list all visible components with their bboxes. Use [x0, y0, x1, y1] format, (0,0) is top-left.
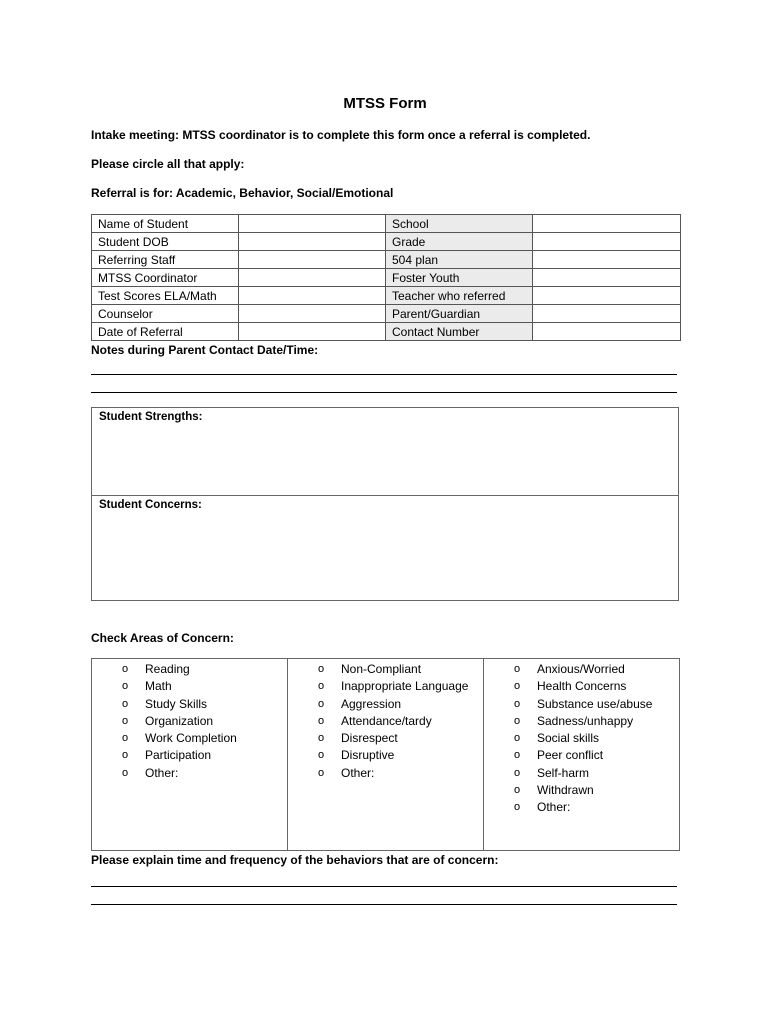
circle-bullet-icon: o	[514, 680, 521, 693]
concern-option[interactable]	[288, 730, 483, 747]
concern-option-label: Social skills	[537, 731, 600, 746]
concern-option[interactable]	[288, 765, 483, 782]
circle-instruction: Please circle all that apply:	[91, 157, 245, 171]
info-label-right: Grade	[386, 233, 533, 251]
concern-option-label: Other:	[537, 800, 571, 815]
social-column	[484, 659, 679, 850]
circle-bullet-icon: o	[514, 784, 521, 797]
concern-option[interactable]	[288, 713, 483, 730]
info-label-left: Counselor	[92, 305, 239, 323]
circle-bullet-icon: o	[514, 663, 521, 675]
concern-option[interactable]	[484, 713, 679, 730]
circle-bullet-icon: o	[122, 697, 129, 710]
concern-option-label: Attendance/tardy	[341, 713, 432, 728]
concern-option-label: Other:	[341, 765, 375, 780]
info-label-left: Date of Referral	[92, 323, 239, 341]
concerns-box[interactable]	[91, 495, 679, 601]
concern-option-label: Peer conflict	[537, 748, 604, 763]
info-label-left: Test Scores ELA/Math	[92, 287, 239, 305]
explain-label: Please explain time and frequency of the behaviors that are of concern:	[91, 853, 499, 867]
circle-bullet-icon: o	[122, 680, 129, 693]
concern-option-label: Participation	[145, 748, 212, 763]
concern-option[interactable]	[92, 713, 287, 730]
info-label-right: School	[386, 215, 533, 233]
info-label-right: Teacher who referred	[386, 287, 533, 305]
explain-line-1[interactable]	[91, 886, 677, 887]
circle-bullet-icon: o	[514, 732, 521, 745]
info-value-right[interactable]	[533, 233, 681, 251]
academic-column	[92, 659, 288, 850]
info-value-left[interactable]	[239, 269, 386, 287]
circle-bullet-icon: o	[122, 714, 129, 727]
concern-option-label: Disrespect	[341, 731, 398, 746]
concern-option[interactable]	[92, 678, 287, 695]
circle-bullet-icon: o	[122, 732, 129, 745]
info-label-left: MTSS Coordinator	[92, 269, 239, 287]
circle-bullet-icon: o	[318, 680, 325, 693]
notes-label: Notes during Parent Contact Date/Time:	[91, 343, 319, 357]
circle-bullet-icon: o	[318, 663, 325, 675]
concern-option-label: Health Concerns	[537, 679, 627, 694]
concern-option[interactable]	[484, 696, 679, 713]
check-areas-label: Check Areas of Concern:	[91, 631, 234, 645]
info-row	[92, 233, 681, 251]
concern-option-label: Aggression	[341, 696, 402, 711]
form-title: MTSS Form	[343, 95, 427, 112]
concern-option[interactable]	[484, 799, 679, 816]
info-value-right[interactable]	[533, 215, 681, 233]
concern-option[interactable]	[92, 696, 287, 713]
concern-option[interactable]	[288, 661, 483, 678]
info-value-right[interactable]	[533, 269, 681, 287]
circle-bullet-icon: o	[514, 714, 521, 727]
circle-bullet-icon: o	[514, 749, 521, 762]
referral-type: Referral is for: Academic, Behavior, Social/Emotional	[91, 186, 394, 200]
intake-instruction: Intake meeting: MTSS coordinator is to complete this form once a referral is completed.	[91, 128, 591, 142]
info-label-right: Parent/Guardian	[386, 305, 533, 323]
concern-option-label: Inappropriate Language	[341, 679, 469, 694]
info-value-left[interactable]	[239, 215, 386, 233]
concern-option[interactable]	[92, 661, 287, 678]
concerns-label: Student Concerns:	[99, 499, 202, 511]
info-value-right[interactable]	[533, 251, 681, 269]
behavior-column	[288, 659, 484, 850]
concern-option[interactable]	[484, 747, 679, 764]
info-label-left: Referring Staff	[92, 251, 239, 269]
info-label-right: 504 plan	[386, 251, 533, 269]
concern-option-label: Organization	[145, 713, 214, 728]
info-label-right: Contact Number	[386, 323, 533, 341]
strengths-box[interactable]	[91, 407, 679, 496]
info-value-right[interactable]	[533, 287, 681, 305]
info-row	[92, 269, 681, 287]
concern-option-label: Other:	[145, 765, 179, 780]
circle-bullet-icon: o	[122, 663, 129, 675]
concern-option[interactable]	[92, 730, 287, 747]
notes-line-1[interactable]	[91, 374, 677, 375]
concern-option[interactable]	[484, 678, 679, 695]
concern-option-label: Disruptive	[341, 748, 395, 763]
strengths-label: Student Strengths:	[99, 411, 203, 423]
circle-bullet-icon: o	[318, 749, 325, 762]
circle-bullet-icon: o	[318, 766, 325, 779]
circle-bullet-icon: o	[514, 697, 521, 710]
info-label-left: Student DOB	[92, 233, 239, 251]
info-value-left[interactable]	[239, 305, 386, 323]
info-value-right[interactable]	[533, 323, 681, 341]
info-value-left[interactable]	[239, 287, 386, 305]
concern-areas-table	[91, 658, 680, 851]
info-row	[92, 287, 681, 305]
circle-bullet-icon: o	[318, 697, 325, 710]
info-value-left[interactable]	[239, 233, 386, 251]
concern-option-label: Work Completion	[145, 731, 237, 746]
concern-option-label: Sadness/unhappy	[537, 713, 634, 728]
concern-option[interactable]	[288, 696, 483, 713]
info-row	[92, 305, 681, 323]
circle-bullet-icon: o	[318, 732, 325, 745]
info-value-left[interactable]	[239, 323, 386, 341]
circle-bullet-icon: o	[318, 714, 325, 727]
info-label-right: Foster Youth	[386, 269, 533, 287]
concern-option[interactable]	[484, 661, 679, 678]
info-row	[92, 215, 681, 233]
notes-line-2[interactable]	[91, 392, 677, 393]
concern-option[interactable]	[484, 730, 679, 747]
circle-bullet-icon: o	[122, 749, 129, 762]
concern-option[interactable]	[484, 765, 679, 782]
explain-line-2[interactable]	[91, 904, 677, 905]
info-row	[92, 323, 681, 341]
info-label-left: Name of Student	[92, 215, 239, 233]
concern-option[interactable]	[484, 782, 679, 799]
concern-option-label: Math	[145, 679, 172, 694]
concern-option[interactable]	[288, 678, 483, 695]
concern-option-label: Anxious/Worried	[537, 662, 625, 676]
concern-option-label: Study Skills	[145, 696, 208, 711]
concern-option-label: Reading	[145, 662, 190, 676]
concern-option-label: Substance use/abuse	[537, 696, 653, 711]
concern-option-label: Self-harm	[537, 765, 590, 780]
concern-option[interactable]	[92, 765, 287, 782]
concern-option[interactable]	[92, 747, 287, 764]
concern-option[interactable]	[288, 747, 483, 764]
circle-bullet-icon: o	[122, 766, 129, 779]
circle-bullet-icon: o	[514, 801, 521, 814]
concern-option-label: Non-Compliant	[341, 662, 422, 676]
info-value-left[interactable]	[239, 251, 386, 269]
concern-option-label: Withdrawn	[537, 783, 594, 798]
info-value-right[interactable]	[533, 305, 681, 323]
circle-bullet-icon: o	[514, 766, 521, 779]
info-row	[92, 251, 681, 269]
student-info-table	[91, 214, 681, 341]
